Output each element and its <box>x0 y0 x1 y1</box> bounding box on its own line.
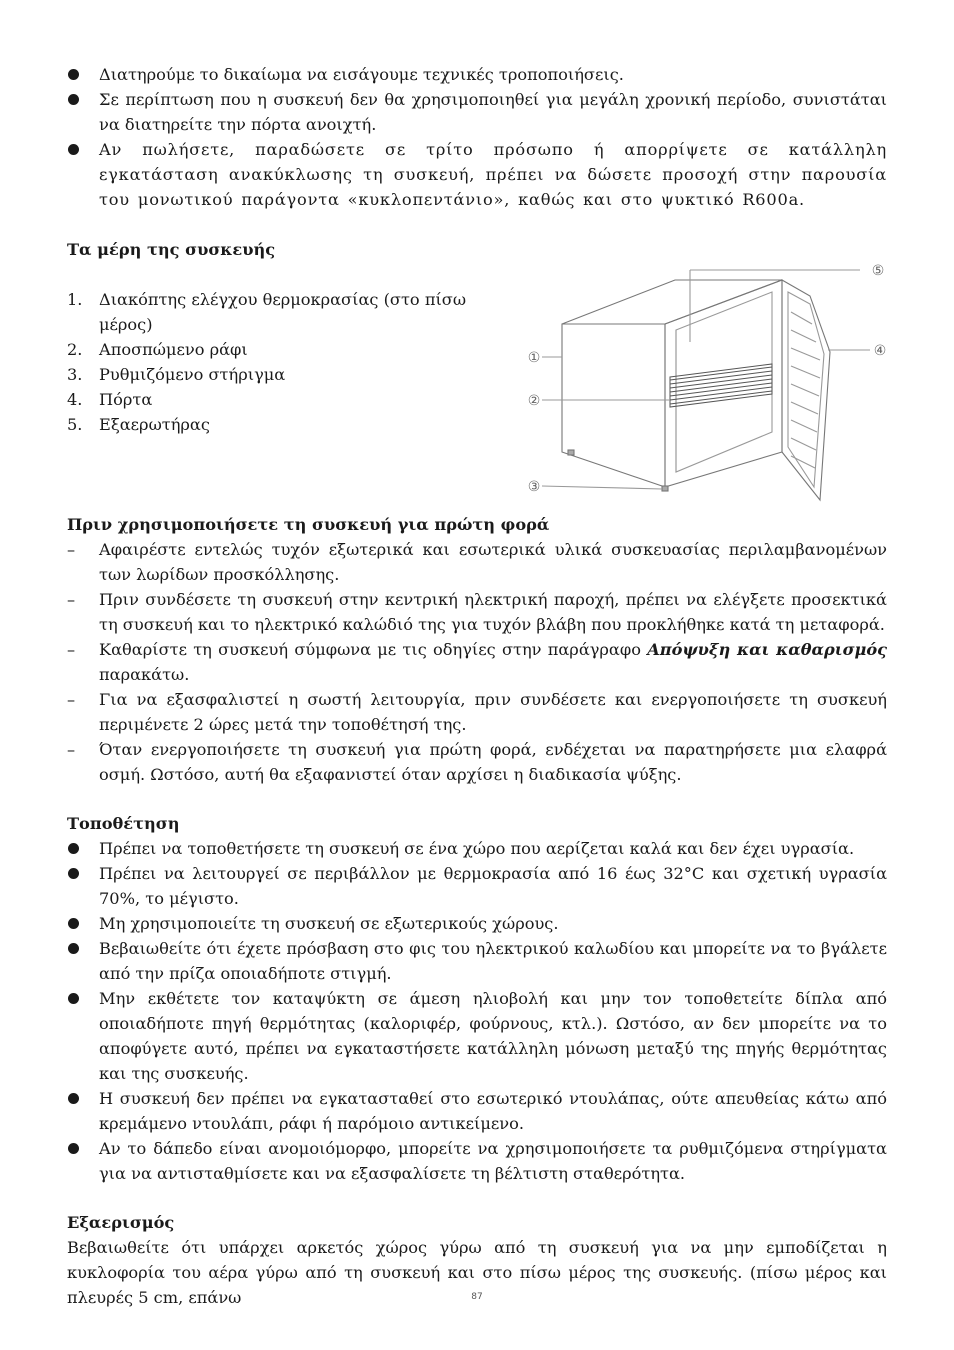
item-text: Εξαερωτήρας <box>99 415 210 434</box>
bullet-item: Πρέπει να λειτουργεί σε περιβάλλον με θερμοκρασία από 16 έως 32°C και σχετική υγρασία 70%, το μέγιστο. <box>67 861 887 911</box>
cabinet-top-panel <box>562 280 782 324</box>
appliance-diagram <box>520 242 900 504</box>
first-use-list <box>67 537 887 787</box>
item-text: Ρυθμιζόμενο στήριγμα <box>99 365 286 384</box>
callout-2: ② <box>527 393 541 409</box>
clean-text-pre: Καθαρίστε τη συσκευή σύμφωνα με τις οδηγίες στην παράγραφο <box>99 640 648 659</box>
dash-item: – Πριν συνδέσετε τη συσκευή στην κεντρική ηλεκτρική παροχή, πρέπει να ελέγξετε προσεκτικά τη συσκευή και το ηλεκτρικό καλώδιό της για τυχόν βλάβη που προκλήθηκε κατά τη μεταφορά. <box>67 587 887 637</box>
parts-list-item <box>67 287 507 337</box>
dash-item <box>67 637 887 687</box>
item-text: Διακόπτης ελέγχου θερμοκρασίας (στο πίσω μέρος) <box>99 290 467 334</box>
bullet-item: Αν το δάπεδο είναι ανομοιόμορφο, μπορείτε να χρησιμοποιήσετε τα ρυθμιζόμενα στηρίγματα για να αντισταθμίσετε και να εξασφαλίσετε τη βέλτιστη σταθερότητα. <box>67 1136 887 1186</box>
parts-heading: Τα μέρη της συσκευής <box>67 240 276 259</box>
door-gasket-ribs <box>791 312 820 468</box>
bullet-item: Μη χρησιμοποιείτε τη συσκευή σε εξωτερικούς χώρους. <box>67 911 887 936</box>
callout-3: ③ <box>527 479 541 495</box>
leader-line-3 <box>542 486 662 489</box>
parts-list-item <box>67 387 507 412</box>
item-number: 1. <box>67 290 83 309</box>
callout-1: ① <box>527 350 541 366</box>
intro-section <box>67 62 887 212</box>
item-number: 2. <box>67 340 83 359</box>
bullet-item: Βεβαιωθείτε ότι έχετε πρόσβαση στο φις του ηλεκτρικού καλωδίου και μπορείτε να το βγάλετε από την πρίζα οποιαδήποτε στιγμή. <box>67 936 887 986</box>
bullet-item: Διατηρούμε το δικαίωμα να εισάγουμε τεχνικές τροποποιήσεις. <box>67 62 887 87</box>
dash-item: – Αφαιρέστε εντελώς τυχόν εξωτερικά και εσωτερικά υλικά συσκευασίας περιλαμβανομένων των λωρίδων προσκόλλησης. <box>67 537 887 587</box>
ventilation-text: Βεβαιωθείτε ότι υπάρχει αρκετός χώρος γύρω από τη συσκευή για να μην εμποδίζεται η κυκλοφορία του αέρα γύρω από τη συσκευή και στο πίσω μέρος της συσκευής. (πίσω μέρος και πλευρές 5 cm, επάνω <box>67 1238 887 1307</box>
removable-shelf <box>670 364 772 407</box>
bullet-item: Αν πωλήσετε, παραδώσετε σε τρίτο πρόσωπο ή απορρίψετε σε κατάλληλη εγκατάσταση ανακύκλωσης τη συσκευή, πρέπει να δώσετε προσοχή στην παρουσία του μονωτικού παράγοντα «κυκλοπεντάνιο», καθώς και στο ψυκτικό R600a. <box>67 137 887 212</box>
dash-item: – Για να εξασφαλιστεί η σωστή λειτουργία, πριν συνδέσετε και ενεργοποιήσετε τη συσκευή περιμένετε 2 ώρες μετά την τοποθέτησή της. <box>67 687 887 737</box>
intro-bullet-list <box>67 62 887 212</box>
callout-5: ⑤ <box>871 263 885 279</box>
parts-section <box>67 237 507 437</box>
dash-item: – Όταν ενεργοποιήσετε τη συσκευή για πρώτη φορά, ενδέχεται να παρατηρήσετε μια ελαφρά οσμή. Ωστόσο, αυτή θα εξαφανιστεί όταν αρχίσει η διαδικασία ψύξης. <box>67 737 887 787</box>
adjustable-foot <box>662 486 668 491</box>
first-use-section <box>67 512 887 787</box>
bullet-item: Πρέπει να τοποθετήσετε τη συσκευή σε ένα χώρο που αερίζεται καλά και δεν έχει υγρασία. <box>67 836 887 861</box>
item-number: 5. <box>67 415 83 434</box>
parts-list <box>67 287 507 437</box>
parts-list-item <box>67 412 507 437</box>
bullet-item: Η συσκευή δεν πρέπει να εγκατασταθεί στο εσωτερικό ντουλάπας, ούτε απευθείας κάτω από κρεμάμενο ντουλάπι, ράφι ή παρόμοιο αντικείμενο. <box>67 1086 887 1136</box>
cabinet-side-panel <box>562 324 665 487</box>
item-number: 3. <box>67 365 83 384</box>
callout-4: ④ <box>873 343 887 359</box>
parts-list-item <box>67 337 507 362</box>
ventilation-heading: Εξαερισμός <box>67 1213 175 1232</box>
item-text: Πόρτα <box>99 390 153 409</box>
clean-text-post: παρακάτω. <box>99 665 190 684</box>
page-number: 87 <box>471 1292 483 1302</box>
defrost-cleaning-reference: Απόψυξη και καθαρισμός <box>647 640 888 659</box>
bullet-item: Μην εκθέτετε τον καταψύκτη σε άμεση ηλιοβολή και μην τον τοποθετείτε δίπλα από οποιαδήποτε πηγή θερμότητας (καλοριφέρ, φούρνους, κτλ.). Ωστόσο, αν δεν μπορείτε να το αποφύγετε αυτό, πρέπει να εγκαταστήσετε κατάλληλη μόνωση μεταξύ της πηγής θερμότητας και της συσκευής. <box>67 986 887 1086</box>
placement-heading: Τοποθέτηση <box>67 814 180 833</box>
item-text: Αποσπώμενο ράφι <box>99 340 248 359</box>
item-number: 4. <box>67 390 83 409</box>
adjustable-foot <box>568 450 574 455</box>
placement-list <box>67 836 887 1186</box>
first-use-heading: Πριν χρησιμοποιήσετε τη συσκευή για πρώτη φορά <box>67 515 550 534</box>
parts-list-item <box>67 362 507 387</box>
bullet-item: Σε περίπτωση που η συσκευή δεν θα χρησιμοποιηθεί για μεγάλη χρονική περίοδο, συνιστάται να διατηρείτε την πόρτα ανοιχτή. <box>67 87 887 137</box>
placement-section <box>67 811 887 1186</box>
